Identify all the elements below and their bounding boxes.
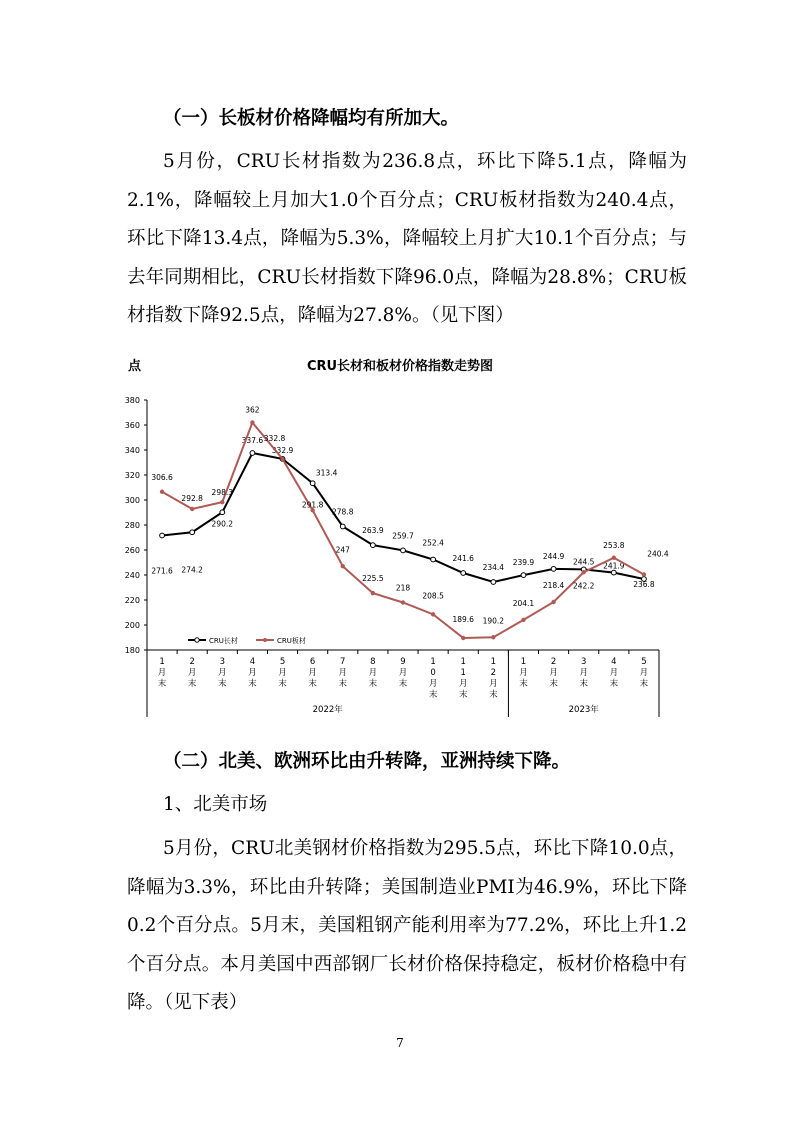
data-label-flat-steel: 208.5 [422, 591, 444, 601]
data-label-long-steel: 271.6 [151, 566, 173, 576]
data-label-long-steel: 252.4 [422, 538, 444, 548]
group-label: 2023年 [568, 705, 599, 715]
x-tick-label: 月 [308, 668, 317, 678]
data-label-flat-steel: 218.4 [542, 581, 565, 590]
y-tick-label: 340 [124, 446, 140, 455]
data-label-flat-steel: 362 [245, 405, 260, 415]
x-tick-label: 末 [609, 679, 619, 689]
point-flat-steel [280, 457, 284, 461]
data-label-long-steel: 337.6 [241, 436, 264, 445]
point-long-steel [401, 548, 406, 553]
x-tick-label: 末 [489, 690, 498, 700]
x-tick-label: 1 [490, 657, 497, 667]
y-tick-label: 320 [124, 471, 140, 480]
chart-title: CRU长材和板材价格指数走势图 [306, 359, 494, 374]
data-label-flat-steel: 253.8 [603, 540, 625, 550]
data-label-long-steel: 244.9 [542, 551, 565, 561]
y-tick-label: 200 [124, 621, 140, 630]
point-long-steel [551, 566, 556, 571]
data-label-flat-steel: 189.6 [452, 615, 474, 624]
point-flat-steel [341, 564, 345, 568]
x-tick-label: 9 [400, 657, 406, 667]
x-tick-label: 月 [519, 668, 528, 678]
x-tick-label: 月 [368, 668, 378, 678]
point-long-steel [521, 573, 526, 578]
x-tick-label: 1 [460, 657, 466, 667]
point-flat-steel [220, 500, 224, 504]
section-heading-2: （二）北美、欧洲环比由升转降，亚洲持续下降。 [163, 751, 571, 772]
point-long-steel [220, 510, 225, 515]
y-tick-label: 220 [124, 596, 140, 605]
data-label-long-steel: 263.9 [362, 526, 384, 536]
data-label-long-steel: 313.4 [315, 468, 338, 478]
data-label-flat-steel: 242.2 [572, 581, 595, 591]
data-label-flat-steel: 291.8 [301, 500, 324, 510]
point-long-steel [461, 571, 466, 576]
y-tick-label: 260 [124, 546, 140, 555]
section-heading-1: （一）长板材价格降幅均有所加大。 [163, 108, 460, 129]
x-tick-label: 3 [580, 657, 587, 667]
data-label-flat-steel: 204.1 [512, 598, 535, 608]
point-long-steel [491, 580, 496, 585]
x-tick-label: 6 [309, 657, 316, 667]
point-flat-steel [582, 570, 586, 574]
x-tick-label: 月 [157, 668, 167, 678]
y-tick-label: 300 [124, 496, 140, 505]
x-tick-label: 末 [458, 690, 468, 700]
point-flat-steel [160, 490, 164, 494]
point-long-steel [310, 481, 315, 486]
point-flat-steel [551, 600, 555, 604]
x-tick-label: 末 [248, 679, 257, 689]
data-label-long-steel: 332.9 [271, 445, 294, 455]
data-label-flat-steel: 332.8 [263, 434, 286, 443]
point-long-steel [250, 451, 255, 456]
x-tick-label: 2 [550, 657, 557, 667]
y-tick-label: 380 [124, 396, 140, 405]
x-tick-label: 月 [428, 679, 438, 689]
x-tick-label: 末 [157, 679, 167, 689]
paragraph-long-flat-prices: 5月份，CRU长材指数为236.8点，环比下降5.1点，降幅为2.1%，降幅较上月加大1.0个百分点；CRU板材指数为240.4点，环比下降13.4点，降幅为5.3%，降幅较上月扩大10.1个百分点；与去年同期相比，CRU长材指数下降96.0点，降幅为28.8%；CRU板材指数下降92.5点，降幅为27.8%。（见下图） [127, 151, 687, 327]
x-tick-label: 月 [579, 668, 588, 678]
x-tick-label: 2 [490, 668, 497, 678]
point-long-steel [160, 533, 165, 538]
x-tick-label: 末 [368, 679, 378, 689]
x-tick-label: 月 [458, 679, 468, 689]
x-tick-label: 3 [219, 657, 226, 667]
x-tick-label: 月 [338, 668, 348, 678]
x-tick-label: 4 [249, 657, 256, 667]
point-long-steel [340, 524, 345, 529]
data-label-long-steel: 278.8 [332, 507, 354, 517]
y-tick-label: 280 [124, 521, 140, 530]
x-tick-label: 1 [159, 657, 165, 667]
x-tick-label: 末 [639, 679, 649, 689]
point-long-steel [611, 570, 616, 575]
x-tick-label: 0 [430, 668, 436, 678]
x-tick-label: 1 [520, 657, 527, 667]
x-tick-label: 末 [308, 679, 317, 689]
x-tick-label: 末 [218, 679, 227, 689]
x-tick-label: 月 [489, 679, 498, 689]
page-number: 7 [396, 1036, 404, 1050]
data-label-flat-steel: 218 [395, 583, 411, 593]
x-tick-label: 5 [641, 657, 647, 667]
x-tick-label: 5 [279, 657, 286, 667]
x-tick-label: 末 [187, 679, 197, 689]
data-label-long-steel: 236.8 [633, 580, 655, 589]
point-flat-steel [521, 618, 525, 622]
legend-label-flat-steel: CRU板材 [277, 637, 306, 645]
subheading-north-america: 1、北美市场 [163, 794, 268, 815]
data-label-long-steel: 274.2 [181, 565, 203, 575]
x-tick-label: 月 [278, 668, 287, 678]
x-tick-label: 1 [460, 668, 466, 678]
data-label-long-steel: 241.6 [452, 554, 474, 563]
x-tick-label: 8 [370, 657, 376, 667]
y-tick-label: 360 [124, 421, 140, 430]
point-flat-steel [250, 420, 254, 424]
x-tick-label: 2 [189, 657, 195, 667]
data-label-flat-steel: 298.3 [211, 488, 234, 498]
data-label-flat-steel: 240.4 [647, 549, 669, 559]
data-label-flat-steel: 292.8 [181, 494, 203, 503]
paragraph-north-america: 5月份，CRU北美钢材价格指数为295.5点，环比下降10.0点，降幅为3.3%，环比由升转降；美国制造业PMI为46.9%，环比下降0.2个百分点。5月末，美国粗钢产能利用率为77.2%，环比上升1.2个百分点。本月美国中西部钢厂长材价格保持稳定，板材价格稳中有降。（见下表） [127, 838, 687, 1014]
point-long-steel [431, 557, 436, 562]
y-tick-label: 180 [124, 646, 140, 655]
x-tick-label: 末 [549, 679, 558, 689]
legend-label-long-steel: CRU长材 [209, 637, 238, 645]
group-label: 2022年 [312, 705, 343, 715]
data-label-long-steel: 244.5 [572, 557, 595, 567]
x-tick-label: 月 [549, 668, 558, 678]
y-tick-label: 240 [124, 571, 140, 580]
data-label-long-steel: 234.4 [482, 563, 505, 572]
y-axis-label: 点 [128, 359, 142, 374]
point-flat-steel [612, 556, 616, 560]
x-tick-label: 末 [579, 679, 588, 689]
x-tick-label: 4 [611, 657, 617, 667]
data-label-long-steel: 290.2 [211, 519, 234, 529]
data-label-long-steel: 241.9 [603, 561, 625, 571]
data-label-long-steel: 239.9 [512, 558, 535, 568]
series-line-flat-steel [162, 423, 644, 639]
point-flat-steel [461, 636, 465, 640]
x-tick-label: 末 [398, 679, 408, 689]
data-label-flat-steel: 225.5 [362, 574, 384, 584]
x-tick-label: 1 [430, 657, 436, 667]
point-long-steel [370, 543, 375, 548]
point-flat-steel [190, 507, 194, 511]
x-tick-label: 月 [609, 668, 619, 678]
data-label-flat-steel: 247 [335, 545, 350, 555]
point-flat-steel [642, 572, 646, 576]
x-tick-label: 月 [187, 668, 197, 678]
point-flat-steel [401, 600, 405, 604]
x-tick-label: 月 [218, 668, 227, 678]
x-tick-label: 月 [398, 668, 408, 678]
x-tick-label: 末 [428, 690, 438, 700]
data-label-flat-steel: 306.6 [151, 472, 173, 482]
x-tick-label: 月 [639, 668, 649, 678]
data-label-long-steel: 259.7 [392, 531, 414, 541]
x-tick-label: 月 [248, 668, 257, 678]
point-flat-steel [371, 591, 375, 595]
x-tick-label: 末 [338, 679, 348, 689]
point-flat-steel [431, 612, 435, 616]
data-label-flat-steel: 190.2 [482, 616, 505, 626]
x-tick-label: 7 [340, 657, 346, 667]
point-long-steel [190, 530, 195, 535]
x-tick-label: 末 [278, 679, 287, 689]
x-tick-label: 末 [519, 679, 528, 689]
legend-marker-flat-steel [263, 638, 267, 642]
legend-marker-long-steel [195, 638, 199, 642]
point-flat-steel [491, 635, 495, 639]
